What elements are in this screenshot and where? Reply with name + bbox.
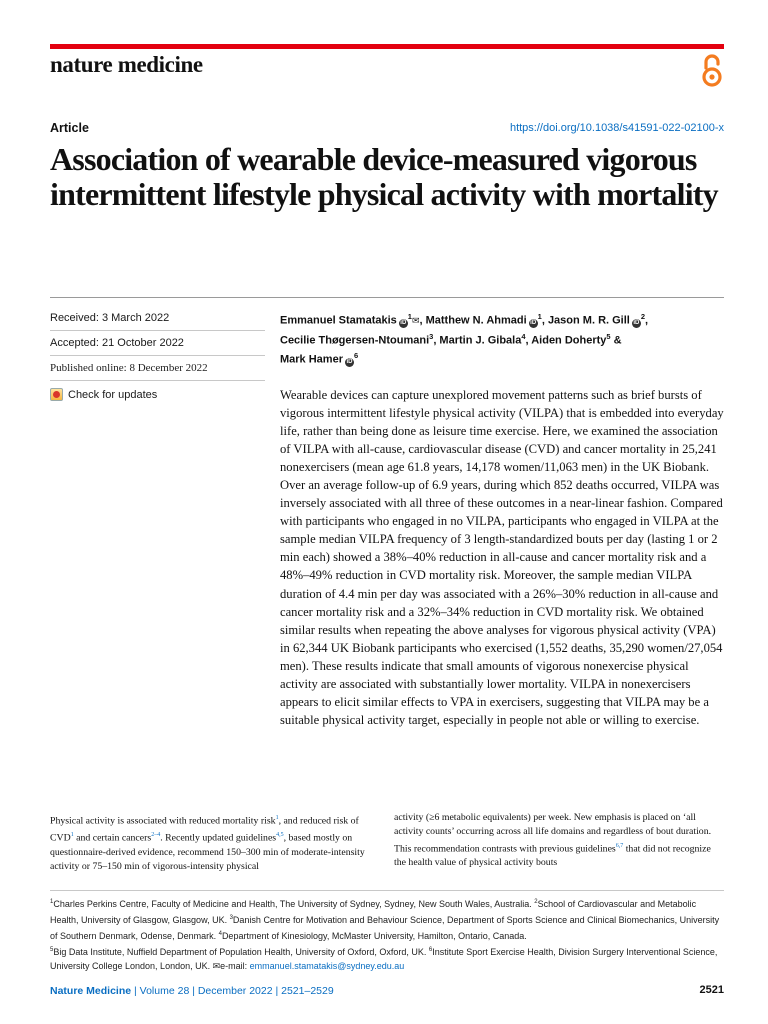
- body-text: . Recently updated guidelines: [160, 832, 277, 844]
- affiliations: [50, 895, 726, 973]
- affiliation-number: 1: [50, 899, 54, 905]
- accepted-date: Accepted: 21 October 2022: [50, 337, 184, 349]
- orcid-icon[interactable]: iD: [400, 319, 407, 326]
- body-text: and certain cancers: [73, 832, 152, 844]
- affiliation-number: 5: [50, 947, 54, 953]
- doi-link[interactable]: https://doi.org/10.1038/s41591-022-02100-x: [509, 122, 724, 134]
- meta-divider: [50, 355, 265, 356]
- footer-details: | Volume 28 | December 2022 | 2521–2529: [131, 985, 334, 997]
- citation-ref[interactable]: 4,5: [276, 832, 284, 839]
- body-column-left: [50, 811, 380, 874]
- affiliation-ref: 5: [606, 331, 611, 341]
- body-column-right: [394, 811, 724, 870]
- orcid-icon[interactable]: iD: [346, 358, 353, 365]
- orcid-icon[interactable]: iD: [530, 319, 537, 326]
- body-text: , and reduced risk of CVD: [50, 815, 359, 844]
- affiliation-text: Charles Perkins Centre, Faculty of Medicine and Health, The University of Sydney, Sydney, New South Wales, Australia.: [53, 899, 535, 909]
- affiliation-ref: 3: [429, 331, 434, 341]
- article-title: Association of wearable device-measured vigorous intermittent lifestyle physical activity with mortality: [50, 141, 718, 212]
- affiliation-ref: 1: [407, 312, 412, 321]
- affiliation-ref: 1: [537, 312, 542, 321]
- article-type: Article: [50, 121, 89, 135]
- envelope-icon[interactable]: ✉: [411, 315, 420, 326]
- author-name[interactable]: , Aiden Doherty: [525, 334, 607, 347]
- footer-journal[interactable]: Nature Medicine: [50, 985, 132, 997]
- check-for-updates-button[interactable]: [50, 388, 157, 401]
- author-name[interactable]: Mark Hamer: [280, 353, 343, 366]
- affiliation-number: 4: [218, 931, 222, 937]
- affiliation-number: 3: [229, 915, 233, 921]
- affiliation-text: Danish Centre for Motivation and Behaviour Science, Department of Sports Science and Clinical Biomechanics, University of Southern Denmark, Odense, Denmark.: [50, 915, 720, 941]
- citation-ref[interactable]: 1: [275, 815, 279, 821]
- author-name[interactable]: , Jason M. R. Gill: [541, 314, 630, 327]
- author-list: Emmanuel Stamatakis $iD^1✉$, Matthew N. Ahmadi $iD^1$, Jason M. R. Gill $iD^2$, Cecilie Thøgersen-Ntoumani$^3$, Martin J. Gibala$^4$, Aiden Doherty$^5$ & Mark Hamer $iD^6$: [280, 312, 649, 366]
- meta-divider: [50, 330, 265, 331]
- author-name[interactable]: Cecilie Thøgersen-Ntoumani: [280, 334, 430, 347]
- author-name[interactable]: , Matthew N. Ahmadi: [419, 314, 527, 327]
- body-text: that did not recognize the health value of physical activity bouts: [394, 843, 711, 869]
- affiliation-text: Department of Kinesiology, McMaster University, Hamilton, Ontario, Canada.: [221, 931, 527, 941]
- affiliation-text: Institute Sport Exercise Health, Division Surgery Interventional Science, University College London, London, UK.: [50, 947, 718, 971]
- journal-accent-bar: [50, 44, 724, 49]
- meta-divider: [50, 380, 265, 381]
- footer-citation: [50, 985, 334, 997]
- journal-name: nature medicine: [50, 52, 203, 77]
- published-date: Published online: 8 December 2022: [50, 362, 208, 374]
- body-text: , based mostly on questionnaire-derived evidence, recommend 150–300 min of moderate-intensity activity or 75–150 min of vigorous-intensity physical: [50, 832, 365, 872]
- email-label: e-mail:: [220, 961, 250, 971]
- footnote-divider: [50, 890, 724, 891]
- author-name[interactable]: , Martin J. Gibala: [433, 334, 522, 347]
- affiliation-text: School of Cardiovascular and Metabolic Health, University of Glasgow, Glasgow, UK.: [50, 899, 697, 925]
- affiliation-ref: 6: [353, 351, 359, 361]
- check-updates-icon: [50, 388, 63, 401]
- title-divider: [50, 297, 724, 298]
- check-updates-label: Check for updates: [68, 388, 158, 401]
- author-name[interactable]: Emmanuel Stamatakis: [280, 314, 397, 327]
- email-link[interactable]: emmanuel.stamatakis@sydney.edu.au: [249, 961, 405, 971]
- open-access-icon: [698, 52, 726, 88]
- received-date: Received: 3 March 2022: [50, 312, 170, 324]
- affiliation-ref: 4: [521, 331, 526, 341]
- orcid-icon[interactable]: iD: [633, 319, 640, 326]
- affiliation-number: 2: [534, 899, 538, 905]
- affiliation-text: Big Data Institute, Nuffield Department of Population Health, University of Oxford, Oxford, UK.: [53, 947, 429, 957]
- citation-ref[interactable]: 2–4: [151, 832, 161, 839]
- citation-ref[interactable]: 6,7: [615, 843, 624, 849]
- abstract: Wearable devices can capture unexplored movement patterns such as brief bursts of vigorous intermittent lifestyle physical activity (VILPA) that is embedded into everyday life, rather than being done as leisure time exercise. Here, we examined the association of VILPA with all-cause, cardiovascular disease (CVD) and cancer mortality in 25,241 nonexercisers (mean age 61.8 years, 14,178 women/11,063 men) in the UK Biobank. Over an average follow-up of 6.9 years, during which 852 deaths occurred, VILPA was inversely associated with all three of these outcomes in a near-linear fashion. Compared with participants who engaged in no VILPA, participants who engaged in VILPA at the sample median VILPA frequency of 3 length-standardized bouts per day (lasting 1 or 2 min each) showed a 38%–40% reduction in all-cause and cancer mortality risk and a 48%–49% reduction in CVD mortality risk. Moreover, the sample median VILPA duration of 4.4 min per day was associated with a 26%–30% reduction in all-cause and cancer mortality risk and a 32%–34% reduction in CVD mortality risk. We obtained similar results when repeating the above analyses for vigorous physical activity (VPA) in 62,344 UK Biobank participants who exercised (1,552 deaths, 35,290 women/27,054 men). These results indicate that small amounts of vigorous nonexercise physical activity are associated with substantially lower mortality. VILPA in nonexercisers appears to elicit similar effects to VPA in exercisers, suggesting that VILPA may be a suitable physical activity target, especially in people not able or willing to exercise.: [280, 388, 724, 727]
- affiliation-ref: 2: [640, 312, 646, 321]
- citation-ref[interactable]: 1: [70, 832, 74, 839]
- body-text: Physical activity is associated with reduced mortality risk: [50, 815, 276, 827]
- author-conjunction: &: [610, 334, 622, 347]
- affiliation-number: 6: [428, 947, 433, 953]
- envelope-icon: ✉: [212, 961, 221, 971]
- page-number: 2521: [699, 984, 724, 996]
- body-text: activity (≥6 metabolic equivalents) per week. New emphasis is placed on ‘all activity counts’ occurring across all life domains and regardless of bout duration. This recommendation contrasts with previous guidelines: [394, 812, 712, 855]
